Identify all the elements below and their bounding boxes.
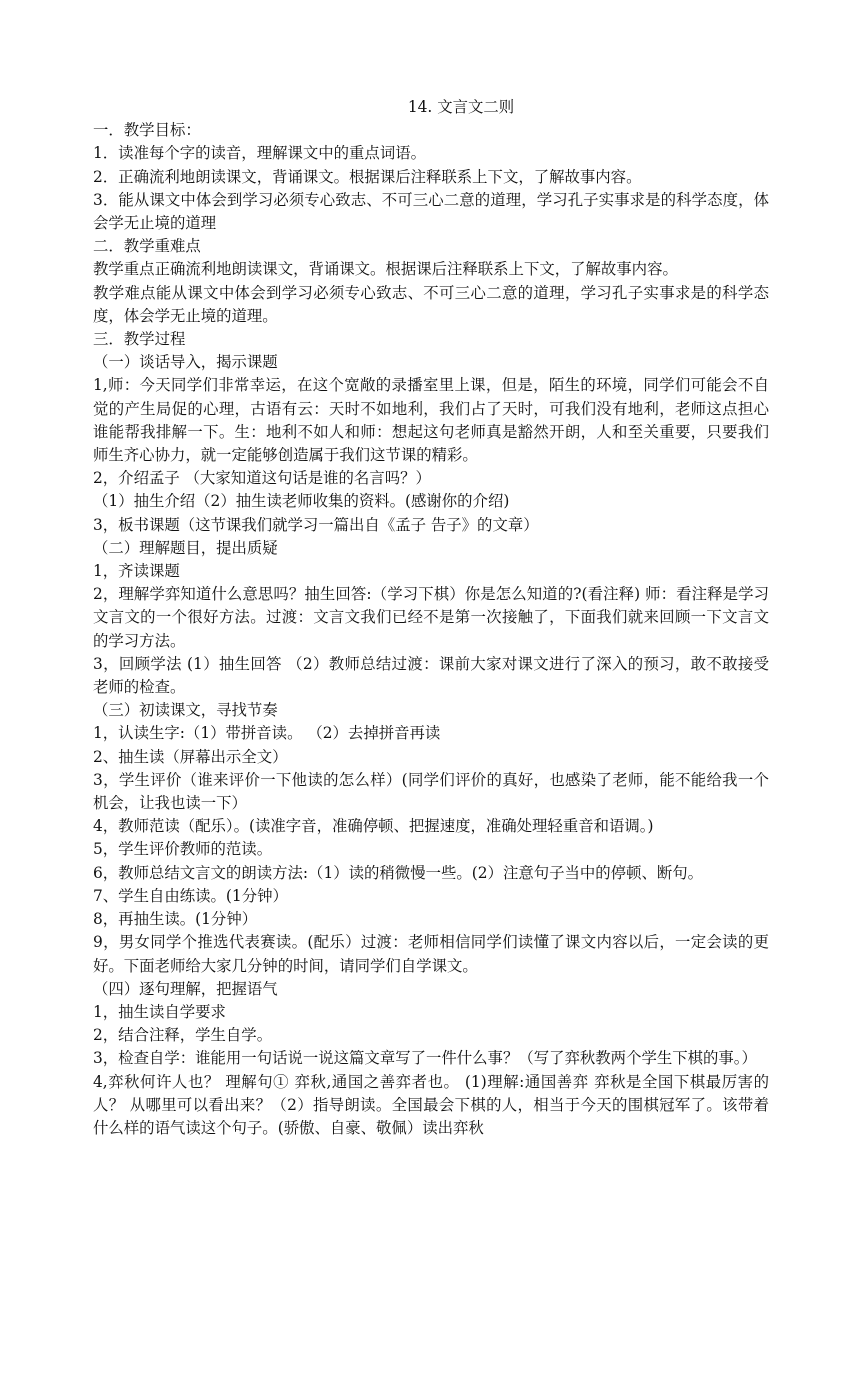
document-paragraph: 2，结合注释，学生自学。 bbox=[93, 1026, 273, 1045]
document-paragraph: （三）初读课文，寻找节奏 bbox=[93, 701, 278, 720]
document-paragraph: （四）逐句理解，把握语气 bbox=[93, 979, 278, 998]
document-paragraph: （二）理解题目，提出质疑 bbox=[93, 538, 278, 557]
document-paragraph: 1，抽生读自学要求 bbox=[93, 1002, 226, 1021]
document-paragraph: 2，理解学弈知道什么意思吗？抽生回答:（学习下棋）你是怎么知道的?(看注释) 师：看注释是学习文言文的一个很好方法。过渡：文言文我们已经不是第一次接触了，下面我们就来回顾一下文言文的学习方法。 bbox=[93, 585, 769, 650]
document-paragraph: 6，教师总结文言文的朗读方法:（1）读的稍微慢一些。(2）注意句子当中的停顿、断句。 bbox=[93, 863, 704, 882]
document-paragraph: 3，板书课题（这节课我们就学习一篇出自《孟子 告子》的文章） bbox=[93, 515, 539, 534]
document-paragraph: 2，介绍孟子 （大家知道这句话是谁的名言吗？） bbox=[93, 469, 431, 488]
document-paragraph: （1）抽生介绍（2）抽生读老师收集的资料。(感谢你的介绍) bbox=[93, 492, 510, 511]
document-paragraph: 三．教学过程 bbox=[93, 330, 186, 349]
document-paragraph: 一．教学目标： bbox=[93, 121, 201, 140]
document-paragraph: 教学重点正确流利地朗读课文，背诵课文。根据课后注释联系上下文，了解故事内容。 bbox=[93, 260, 678, 279]
document-paragraph: 5，学生评价教师的范读。 bbox=[93, 840, 273, 859]
document-paragraph: 4,弈秋何许人也？ 理解句① 弈秋,通国之善弈者也。 (1)理解:通国善弈 弈秋是全国下棋最厉害的人？ 从哪里可以看出来？（2）指导朗读。全国最会下棋的人，相当于今天的围棋冠军了。该带着什么样的语气读这个句子。(骄傲、自豪、敬佩）读出弈秋 bbox=[93, 1072, 769, 1137]
document-paragraph: 3，检查自学：谁能用一句话说一说这篇文章写了一件什么事？（写了弈秋教两个学生下棋的事。） bbox=[93, 1049, 757, 1068]
document-body bbox=[93, 96, 769, 1140]
document-paragraph: 教学难点能从课文中体会到学习必须专心致志、不可三心二意的道理，学习孔子实事求是的科学态度，体会学无止境的道理。 bbox=[93, 283, 769, 325]
document-paragraph: 3，回顾学法 (1）抽生回答 （2）教师总结过渡：课前大家对课文进行了深入的预习，敢不敢接受老师的检查。 bbox=[93, 654, 769, 697]
document-paragraph: （一）谈话导入，揭示课题 bbox=[93, 353, 278, 372]
document-paragraph: 二．教学重难点 bbox=[93, 237, 201, 256]
document-paragraph: 8，再抽生读。(1分钟） bbox=[93, 910, 258, 929]
document-paragraph: 9，男女同学个推选代表赛读。(配乐）过渡：老师相信同学们读懂了课文内容以后，一定会读的更好。下面老师给大家几分钟的时间，请同学们自学课文。 bbox=[93, 933, 769, 975]
document-paragraph: 3，学生评价（谁来评价一下他读的怎么样）(同学们评价的真好，也感染了老师，能不能给我一个机会，让我也读一下） bbox=[93, 770, 769, 813]
document-paragraph: 3．能从课文中体会到学习必须专心致志、不可三心二意的道理，学习孔子实事求是的科学态度，体会学无止境的道理 bbox=[93, 190, 769, 232]
document-paragraph: 1，认读生字:（1）带拼音读。 （2）去掉拼音再读 bbox=[93, 724, 441, 743]
document-paragraph: 2．正确流利地朗读课文，背诵课文。根据课后注释联系上下文，了解故事内容。 bbox=[93, 167, 642, 186]
page-title: 14. 文言文二则 bbox=[407, 98, 515, 116]
paragraph-list bbox=[93, 119, 769, 1140]
document-paragraph: 1．读准每个字的读音，理解课文中的重点词语。 bbox=[93, 144, 426, 163]
document-paragraph: 1,师：今天同学们非常幸运，在这个宽敞的录播室里上课，但是，陌生的环境，同学们可能会不自觉的产生局促的心理，古语有云：天时不如地利，我们占了天时，可我们没有地利，老师这点担心谁能帮我排解一下。生：地利不如人和师：想起这句老师真是豁然开朗，人和至关重要，只要我们师生齐心协力，就一定能够创造属于我们这节课的精彩。 bbox=[93, 376, 769, 465]
document-paragraph: 1，齐读课题 bbox=[93, 562, 180, 581]
document-paragraph: 4，教师范读（配乐）。(读准字音，准确停顿、把握速度，准确处理轻重音和语调。) bbox=[93, 817, 654, 836]
document-paragraph: 7、学生自由练读。(1分钟） bbox=[93, 886, 288, 905]
document-paragraph: 2、抽生读（屏幕出示全文） bbox=[93, 747, 288, 766]
